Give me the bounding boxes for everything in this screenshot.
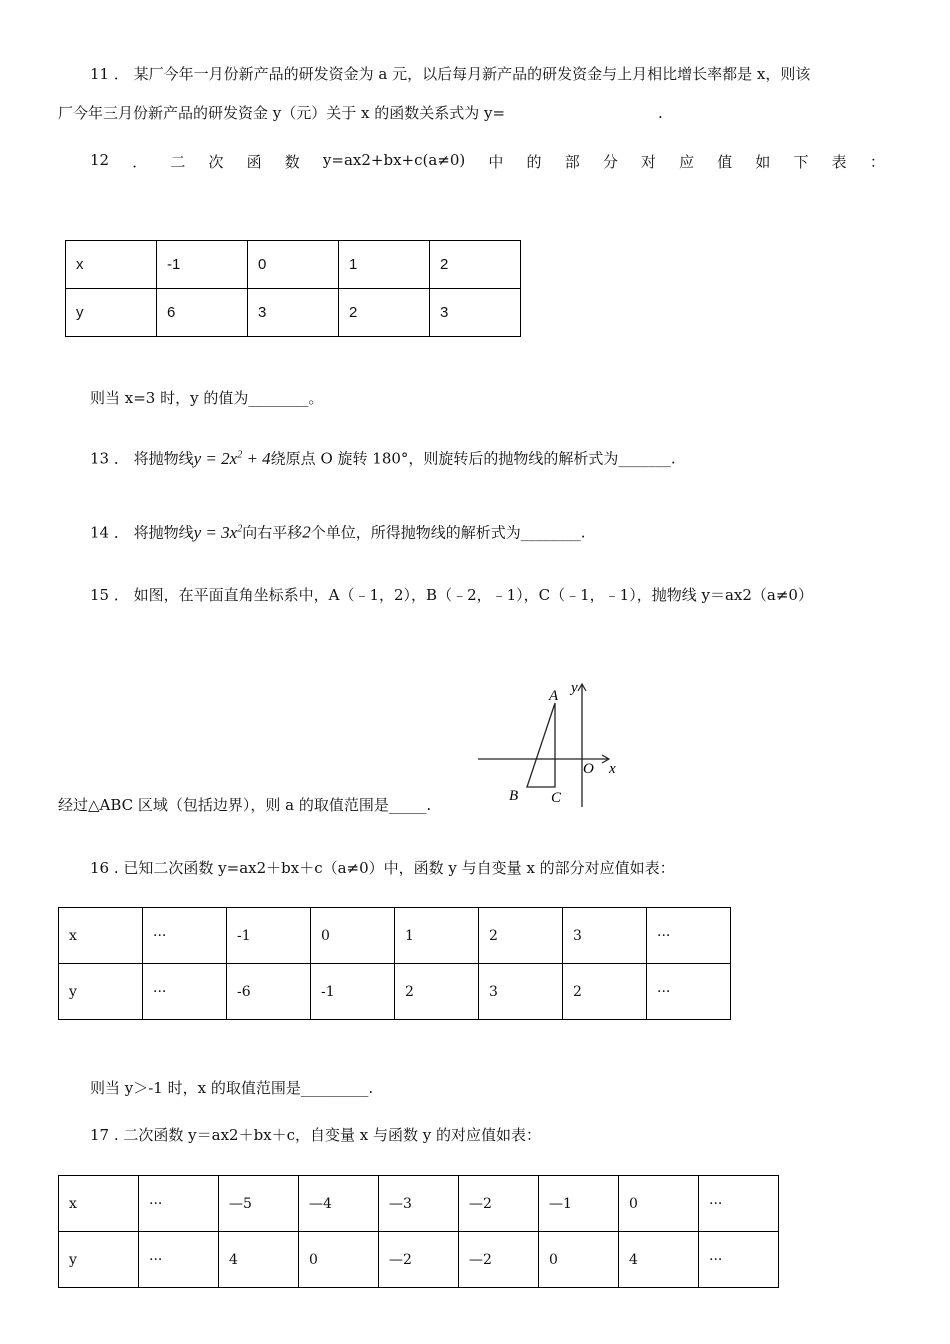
label-b: B	[509, 788, 519, 804]
table-cell: ···	[647, 908, 731, 964]
table-cell: —3	[379, 1176, 459, 1232]
label-x: x	[609, 761, 616, 777]
table-row	[59, 1232, 779, 1288]
table-cell: 2	[395, 964, 479, 1020]
table-cell: -1	[227, 908, 311, 964]
label-c: C	[551, 790, 562, 806]
q11-line2: 厂今年三月份新产品的研发资金 y（元）关于 x 的函数关系式为 y=	[58, 104, 506, 122]
table-row	[66, 289, 521, 337]
table-cell: 4	[619, 1232, 699, 1288]
table-cell: 3	[248, 289, 339, 337]
table-cell: 4	[219, 1232, 299, 1288]
table-cell: —5	[219, 1176, 299, 1232]
table-cell: —1	[539, 1176, 619, 1232]
q13-line: 13 ． 将抛物线$y = 2x^2 + 4$绕原点 O 旋转 180°，则旋转后的抛物线的解析式为_______.	[90, 448, 676, 468]
table-cell: 2	[339, 289, 430, 337]
q15-line2: 经过△ABC 区域（包括边界），则 a 的取值范围是_____.	[58, 796, 432, 814]
table-cell: 0	[539, 1232, 619, 1288]
table-cell: 2	[479, 908, 563, 964]
q16-table	[58, 907, 731, 1020]
table-cell: 0	[619, 1176, 699, 1232]
q12-table	[65, 240, 521, 337]
table-cell: 2	[563, 964, 647, 1020]
table-cell: 1	[395, 908, 479, 964]
table-cell: ···	[647, 964, 731, 1020]
table-cell: ···	[699, 1176, 779, 1232]
table-cell: ···	[143, 964, 227, 1020]
q16-after: 则当 y＞-1 时，x 的取值范围是_________.	[90, 1079, 374, 1097]
label-o: O	[583, 761, 594, 777]
table-cell: ···	[139, 1232, 219, 1288]
table-cell: -6	[227, 964, 311, 1020]
table-row	[59, 908, 731, 964]
table-cell: x	[66, 241, 157, 289]
table-cell: 6	[157, 289, 248, 337]
table-cell: y	[59, 964, 143, 1020]
triangle-abc	[527, 703, 555, 787]
table-cell: 0	[299, 1232, 379, 1288]
table-cell: —2	[459, 1232, 539, 1288]
table-cell: —4	[299, 1176, 379, 1232]
table-cell: —2	[379, 1232, 459, 1288]
table-cell: -1	[311, 964, 395, 1020]
q12-heading: 12 ． 二 次 函 数 y=ax2+bx+c(a≠0) 中 的 部 分 对 应 值 如 下 表 ：	[90, 151, 885, 171]
label-a: A	[549, 688, 559, 704]
table-cell: 0	[248, 241, 339, 289]
table-cell: 0	[311, 908, 395, 964]
table-row	[59, 1176, 779, 1232]
table-cell: -1	[157, 241, 248, 289]
table-row	[66, 241, 521, 289]
q14-line: 14 ． 将抛物线$y = 3x^2$向右平移2个单位，所得抛物线的解析式为________.	[90, 522, 586, 542]
table-cell: 3	[479, 964, 563, 1020]
table-cell: y	[66, 289, 157, 337]
q13-formula: $y = 2x^2 + 4$	[193, 448, 271, 468]
table-cell: 3	[563, 908, 647, 964]
q17-text: 17 . 二次函数 y＝ax2＋bx＋c，自变量 x 与函数 y 的对应值如表：	[90, 1126, 542, 1144]
q11-line1: 11 ． 某厂今年一月份新产品的研发资金为 a 元，以后每月新产品的研发资金与上月相比增长率都是 x，则该	[90, 65, 811, 83]
q11-end: .	[658, 104, 663, 122]
table-cell: 3	[430, 289, 521, 337]
q17-table	[58, 1175, 779, 1288]
table-cell: ···	[139, 1176, 219, 1232]
table-cell: ···	[699, 1232, 779, 1288]
table-cell: ···	[143, 908, 227, 964]
q12-after: 则当 x=3 时，y 的值为________。	[90, 389, 324, 407]
q15-line1: 15 ． 如图，在平面直角坐标系中，A（﹣1，2），B（﹣2，﹣1），C（﹣1，﹣1），抛物线 y＝ax2（a≠0）	[90, 586, 813, 604]
table-cell: 2	[430, 241, 521, 289]
label-y: y	[571, 680, 578, 696]
q16-text: 16 . 已知二次函数 y=ax2＋bx＋c（a≠0）中，函数 y 与自变量 x 的部分对应值如表：	[90, 859, 675, 877]
table-row	[59, 964, 731, 1020]
table-cell: y	[59, 1232, 139, 1288]
q15-figure	[475, 675, 625, 810]
table-cell: x	[59, 908, 143, 964]
table-cell: —2	[459, 1176, 539, 1232]
table-cell: 1	[339, 241, 430, 289]
q14-formula: $y = 3x^2$	[193, 522, 243, 542]
table-cell: x	[59, 1176, 139, 1232]
